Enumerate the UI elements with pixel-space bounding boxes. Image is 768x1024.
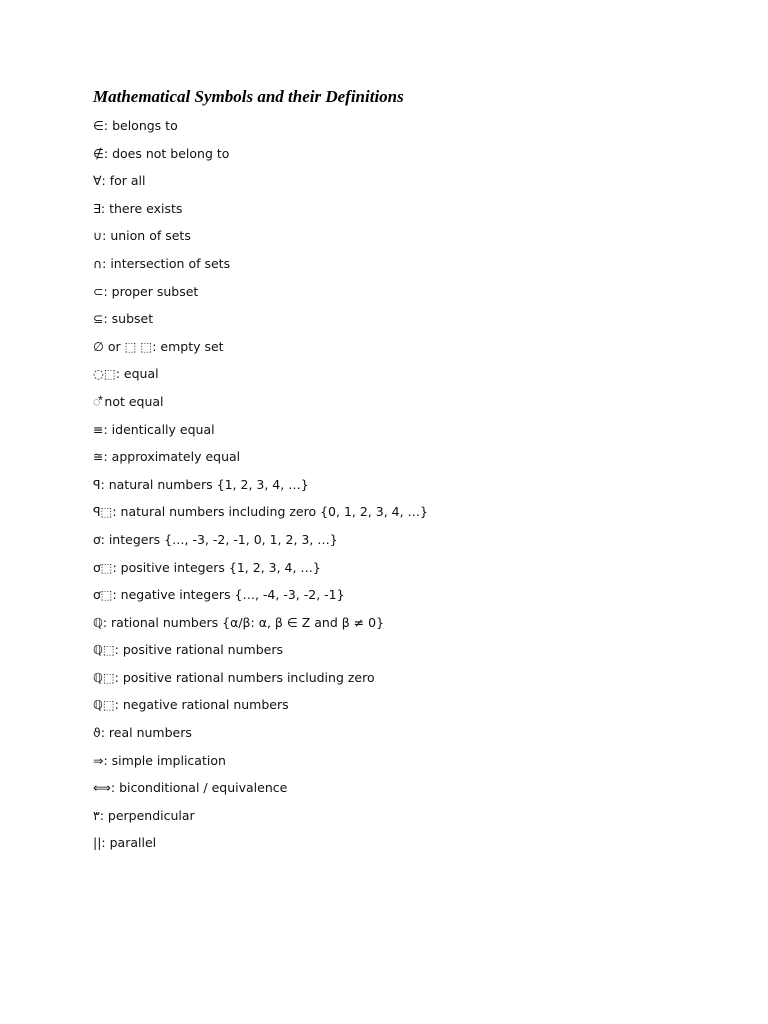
definition-line: ∉: does not belong to: [93, 145, 230, 161]
definition-line: ϑ: real numbers: [93, 725, 192, 741]
definition-line: ∩: intersection of sets: [93, 255, 231, 271]
definition-line: ꟼ⬚: natural numbers including zero {0, 1, 2, 3, 4, …}: [93, 504, 428, 520]
definition-line: ơ⬚: negative integers {…, -4, -3, -2, -1}: [93, 587, 345, 603]
definition-line: ⇒: simple implication: [93, 752, 226, 768]
definition-line: ơ⬚: positive integers {1, 2, 3, 4, …}: [93, 559, 321, 575]
definition-line: ||: parallel: [93, 835, 157, 851]
definition-line: ꟼ: natural numbers {1, 2, 3, 4, …}: [93, 476, 309, 492]
definition-line: ℚ: rational numbers {α/β: α, β ∈ Z and β ≠ 0}: [93, 614, 385, 630]
definition-line: ∅ or ⬚ ⬚: empty set: [93, 338, 224, 354]
definition-line: ≡: identically equal: [93, 421, 215, 437]
definition-line: ℚ⬚: positive rational numbers: [93, 642, 283, 658]
definition-line: ◌⬚: equal: [93, 366, 159, 382]
page-title: Mathematical Symbols and their Definitions: [93, 87, 404, 106]
definition-line: ⊆: subset: [93, 311, 154, 327]
definition-line: ℚ⬚: positive rational numbers including zero: [93, 669, 375, 685]
definition-line: ∈: belongs to: [93, 118, 178, 133]
definition-line: ≅: approximately equal: [93, 449, 241, 465]
definition-line: ٣: perpendicular: [93, 807, 195, 823]
definition-line: ℚ⬚: negative rational numbers: [93, 697, 289, 713]
definition-line: ∃: there exists: [93, 200, 183, 216]
definition-line: ⟺: biconditional / equivalence: [93, 780, 288, 796]
definition-line: ◌⃰ not equal: [93, 393, 164, 409]
symbol-definition-list: [93, 116, 428, 861]
definition-line: ơ: integers {…, -3, -2, -1, 0, 1, 2, 3, …}: [93, 531, 338, 547]
definition-line: ∪: union of sets: [93, 228, 191, 244]
definition-line: ∀: for all: [93, 173, 146, 189]
definition-line: ⊂: proper subset: [93, 283, 199, 299]
